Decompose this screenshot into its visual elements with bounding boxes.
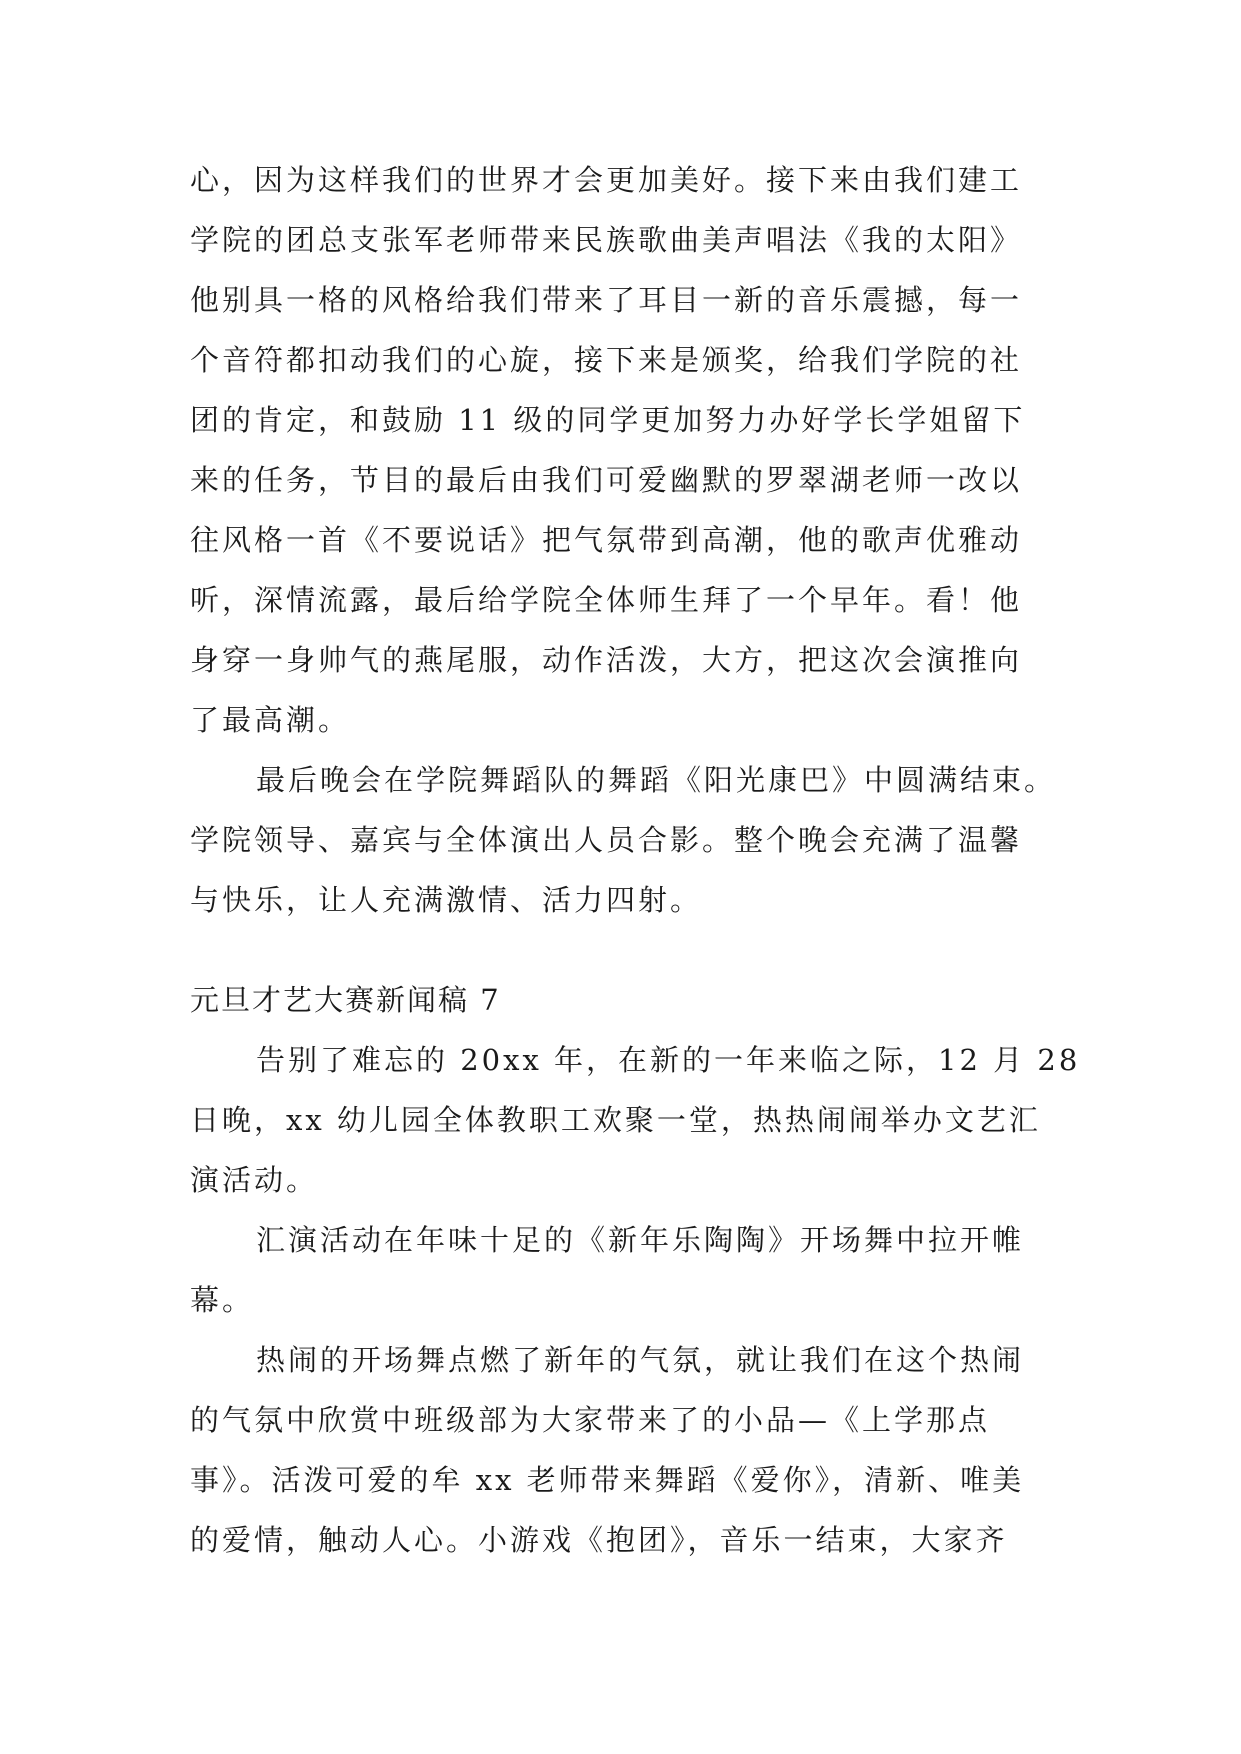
paragraph-line: 团的肯定，和鼓励 11 级的同学更加努力办好学长学姐留下 xyxy=(190,403,1026,437)
paragraph-line: 告别了难忘的 20xx 年，在新的一年来临之际，12 月 28 xyxy=(256,1043,1081,1077)
paragraph-line: 往风格一首《不要说话》把气氛带到高潮，他的歌声优雅动 xyxy=(190,523,1023,557)
paragraph-line: 汇演活动在年味十足的《新年乐陶陶》开场舞中拉开帷 xyxy=(256,1223,1025,1257)
paragraph-line: 了最高潮。 xyxy=(190,703,351,737)
paragraph-line: 热闹的开场舞点燃了新年的气氛，就让我们在这个热闹 xyxy=(256,1343,1025,1377)
paragraph-line: 个音符都扣动我们的心旋，接下来是颁奖，给我们学院的社 xyxy=(190,343,1023,377)
paragraph-line: 来的任务，节目的最后由我们可爱幽默的罗翠湖老师一改以 xyxy=(190,463,1023,497)
paragraph-line: 演活动。 xyxy=(190,1163,319,1197)
section-heading: 元旦才艺大赛新闻稿 7 xyxy=(190,983,501,1017)
paragraph-line: 他别具一格的风格给我们带来了耳目一新的音乐震撼，每一 xyxy=(190,283,1023,317)
paragraph-line: 日晚，xx 幼儿园全体教职工欢聚一堂，热热闹闹举办文艺汇 xyxy=(190,1103,1041,1137)
paragraph-line: 听，深情流露，最后给学院全体师生拜了一个早年。看！他 xyxy=(190,583,1023,617)
paragraph-line: 学院领导、嘉宾与全体演出人员合影。整个晚会充满了温馨 xyxy=(190,823,1023,857)
paragraph-line: 的气氛中欣赏中班级部为大家带来了的小品—《上学那点 xyxy=(190,1403,991,1437)
paragraph-line: 最后晚会在学院舞蹈队的舞蹈《阳光康巴》中圆满结束。 xyxy=(256,763,1057,797)
paragraph-line: 事》。活泼可爱的牟 xx 老师带来舞蹈《爱你》，清新、唯美 xyxy=(190,1463,1025,1497)
paragraph-line: 心，因为这样我们的世界才会更加美好。接下来由我们建工 xyxy=(190,163,1023,197)
paragraph-line: 学院的团总支张军老师带来民族歌曲美声唱法《我的太阳》 xyxy=(190,223,1023,257)
paragraph-line: 的爱情，触动人心。小游戏《抱团》，音乐一结束，大家齐 xyxy=(190,1523,1008,1557)
paragraph-line: 与快乐，让人充满激情、活力四射。 xyxy=(190,883,703,917)
paragraph-line: 身穿一身帅气的燕尾服，动作活泼，大方，把这次会演推向 xyxy=(190,643,1023,677)
paragraph-line: 幕。 xyxy=(190,1283,255,1317)
